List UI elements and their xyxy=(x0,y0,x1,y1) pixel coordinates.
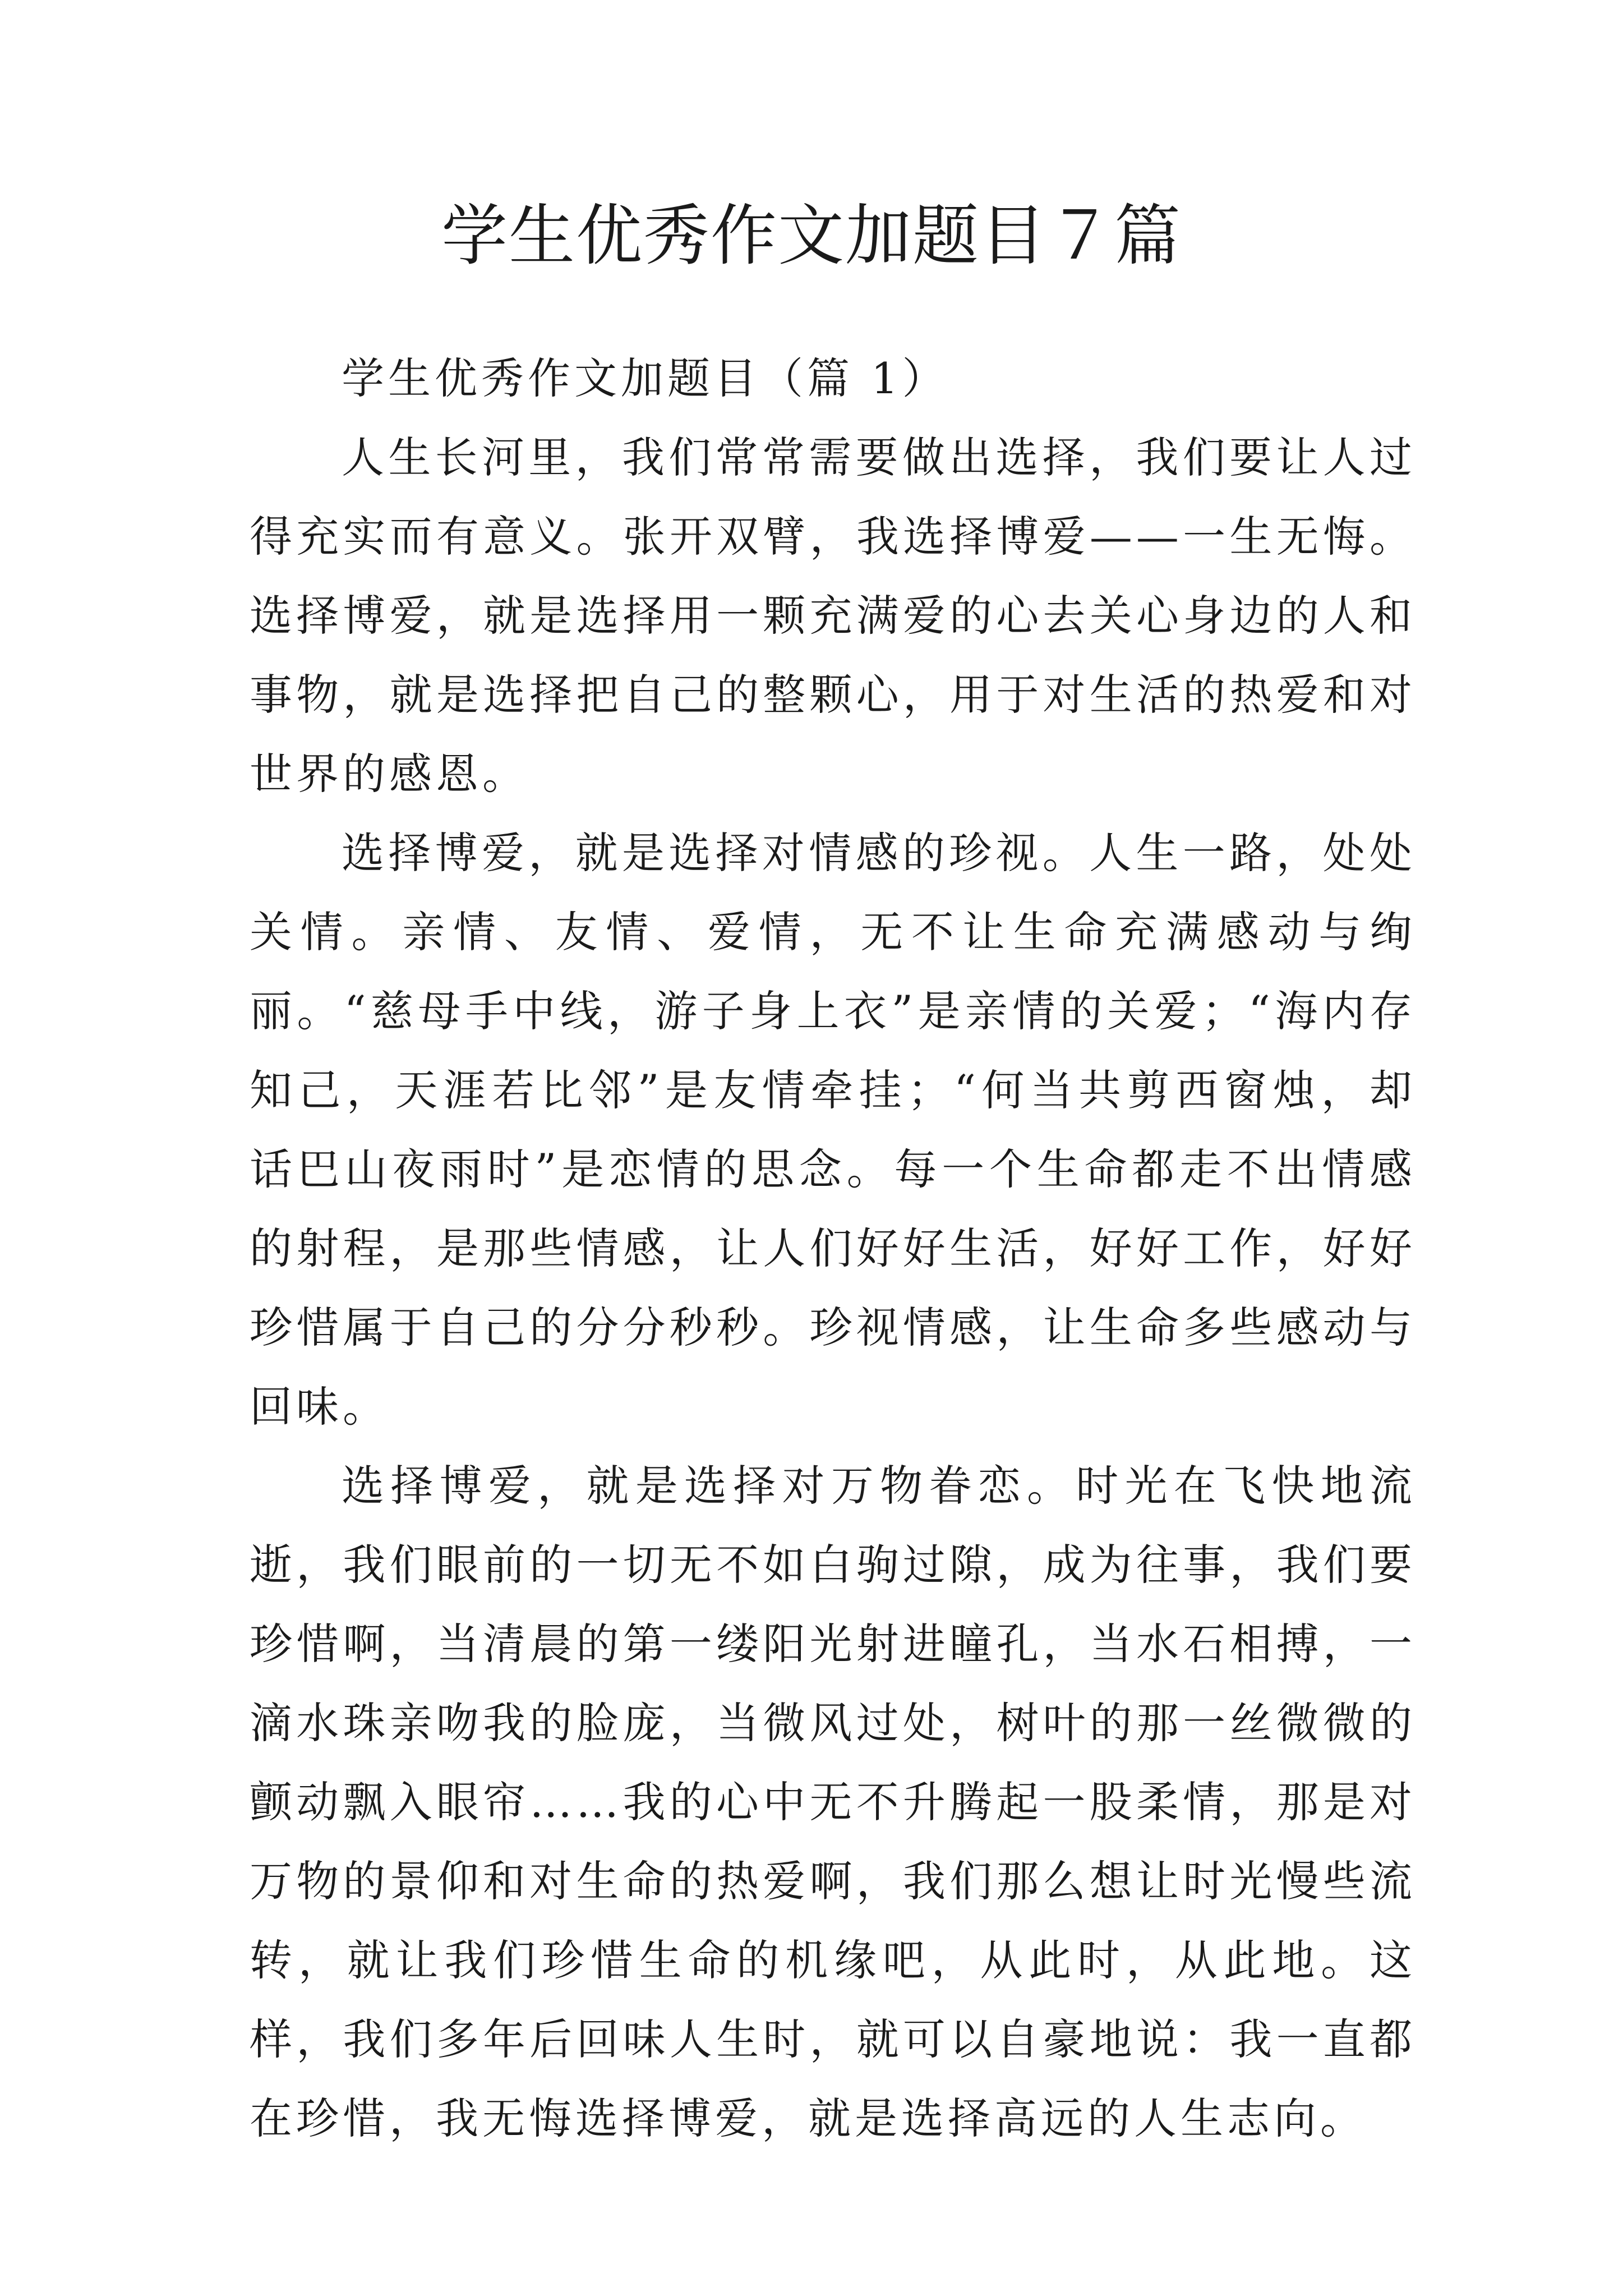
paragraph: 选择博爱，就是选择对万物眷恋。时光在飞快地流逝，我们眼前的一切无不如白驹过隙，成为往事，我们要珍惜啊，当清晨的第一缕阳光射进瞳孔，当水石相搏，一滴水珠亲吻我的脸庞，当微风过处，树叶的那一丝微微的颤动飘入眼帘……我的心中无不升腾起一股柔情，那是对万物的景仰和对生命的热爱啊，我们那么想让时光慢些流转，就让我们珍惜生命的机缘吧，从此时，从此地。这样，我们多年后回味人生时，就可以自豪地说：我一直都在珍惜，我无悔选择博爱，就是选择高远的人生志向。 xyxy=(250,1461,1416,2143)
document-title: 学生优秀作文加题目７篇 xyxy=(441,197,1182,274)
section-heading: 学生优秀作文加题目（篇 1） xyxy=(342,353,949,403)
paragraph: 选择博爱，就是选择对情感的珍视。人生一路，处处关情。亲情、友情、爱情，无不让生命充满感动与绚丽。“慈母手中线，游子身上衣”是亲情的关爱；“海内存知己，天涯若比邻”是友情牵挂；“何当共剪西窗烛，却话巴山夜雨时”是恋情的思念。每一个生命都走不出情感的射程，是那些情感，让人们好好生活，好好工作，好好珍惜属于自己的分分秒秒。珍视情感，让生命多些感动与回味。 xyxy=(250,828,1416,1432)
document-body xyxy=(250,339,1416,2158)
paragraph: 人生长河里，我们常常需要做出选择，我们要让人过得充实而有意义。张开双臂，我选择博爱——一生无悔。选择博爱，就是选择用一颗充满爱的心去关心身边的人和事物，就是选择把自己的整颗心，用于对生活的热爱和对世界的感恩。 xyxy=(250,432,1416,799)
